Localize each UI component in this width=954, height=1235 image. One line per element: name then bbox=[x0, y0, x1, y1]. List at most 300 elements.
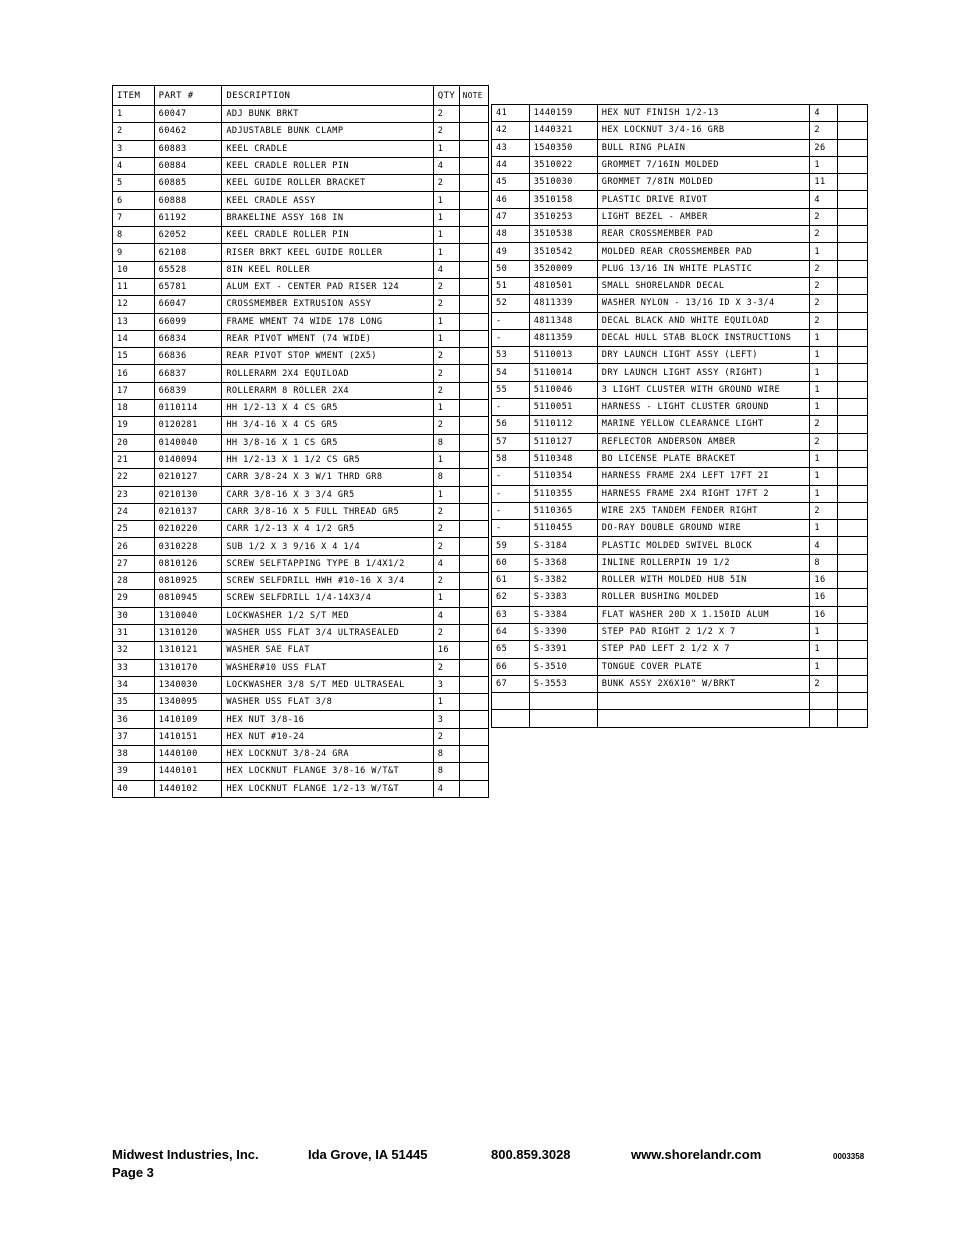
cell-part: 66839 bbox=[154, 382, 222, 399]
cell-note bbox=[459, 278, 488, 295]
cell-item: 26 bbox=[113, 538, 155, 555]
cell-qty: 1 bbox=[810, 381, 837, 398]
cell-part bbox=[529, 710, 597, 727]
cell-part: 1310120 bbox=[154, 624, 222, 641]
cell-part: S-3391 bbox=[529, 641, 597, 658]
parts-table-right-body bbox=[492, 105, 868, 728]
cell-qty: 2 bbox=[433, 503, 459, 520]
cell-description: HARNESS FRAME 2X4 LEFT 17FT 2I bbox=[597, 468, 810, 485]
table-row bbox=[113, 209, 489, 226]
cell-part: 1310170 bbox=[154, 659, 222, 676]
cell-part: 1310121 bbox=[154, 642, 222, 659]
cell-qty: 16 bbox=[810, 589, 837, 606]
cell-part: 3510542 bbox=[529, 243, 597, 260]
cell-description: ROLLERARM 8 ROLLER 2X4 bbox=[222, 382, 433, 399]
cell-item: 3 bbox=[113, 140, 155, 157]
cell-description: REAR CROSSMEMBER PAD bbox=[597, 226, 810, 243]
cell-description: CARR 3/8-16 X 5 FULL THREAD GR5 bbox=[222, 503, 433, 520]
cell-item: 36 bbox=[113, 711, 155, 728]
footer-city: Ida Grove, IA 51445 bbox=[308, 1147, 428, 1162]
cell-part: 3510538 bbox=[529, 226, 597, 243]
cell-part bbox=[529, 693, 597, 710]
cell-description: INLINE ROLLERPIN 19 1/2 bbox=[597, 554, 810, 571]
cell-qty: 16 bbox=[810, 572, 837, 589]
table-row bbox=[113, 624, 489, 641]
table-row bbox=[492, 226, 868, 243]
table-row bbox=[492, 156, 868, 173]
cell-description: DECAL HULL STAB BLOCK INSTRUCTIONS bbox=[597, 329, 810, 346]
cell-part: 65528 bbox=[154, 261, 222, 278]
cell-description: WIRE 2X5 TANDEM FENDER RIGHT bbox=[597, 502, 810, 519]
cell-item: 67 bbox=[492, 675, 530, 692]
cell-description: BRAKELINE ASSY 168 IN bbox=[222, 209, 433, 226]
cell-qty: 16 bbox=[810, 606, 837, 623]
cell-item: 48 bbox=[492, 226, 530, 243]
cell-note bbox=[837, 208, 867, 225]
cell-note bbox=[459, 538, 488, 555]
cell-item: 62 bbox=[492, 589, 530, 606]
table-row bbox=[492, 416, 868, 433]
cell-part: 0210130 bbox=[154, 486, 222, 503]
cell-description: SUB 1/2 X 3 9/16 X 4 1/4 bbox=[222, 538, 433, 555]
cell-qty: 2 bbox=[433, 521, 459, 538]
cell-part: 61192 bbox=[154, 209, 222, 226]
cell-qty: 4 bbox=[810, 191, 837, 208]
cell-item: 8 bbox=[113, 227, 155, 244]
table-row bbox=[492, 450, 868, 467]
cell-note bbox=[837, 191, 867, 208]
cell-item: 47 bbox=[492, 208, 530, 225]
cell-description: RISER BRKT KEEL GUIDE ROLLER bbox=[222, 244, 433, 261]
cell-item: 7 bbox=[113, 209, 155, 226]
cell-note bbox=[837, 156, 867, 173]
cell-note bbox=[837, 502, 867, 519]
cell-description: SCREW SELFTAPPING TYPE B 1/4X1/2 bbox=[222, 555, 433, 572]
table-row bbox=[492, 399, 868, 416]
cell-part: 1310040 bbox=[154, 607, 222, 624]
parts-table-right bbox=[491, 104, 868, 728]
cell-item: 56 bbox=[492, 416, 530, 433]
cell-note bbox=[837, 329, 867, 346]
cell-note bbox=[459, 555, 488, 572]
table-row bbox=[113, 313, 489, 330]
cell-note bbox=[459, 261, 488, 278]
cell-item: 21 bbox=[113, 451, 155, 468]
cell-part: 3510030 bbox=[529, 174, 597, 191]
table-row bbox=[113, 745, 489, 762]
footer-company: Midwest Industries, Inc. bbox=[112, 1147, 259, 1162]
cell-item: - bbox=[492, 329, 530, 346]
cell-description: HH 3/4-16 X 4 CS GR5 bbox=[222, 417, 433, 434]
cell-description: WASHER NYLON - 13/16 ID X 3-3/4 bbox=[597, 295, 810, 312]
cell-qty: 4 bbox=[433, 157, 459, 174]
cell-description: PLASTIC DRIVE RIVOT bbox=[597, 191, 810, 208]
cell-description: ROLLER BUSHING MOLDED bbox=[597, 589, 810, 606]
cell-item: 4 bbox=[113, 157, 155, 174]
table-row bbox=[113, 434, 489, 451]
cell-item: 60 bbox=[492, 554, 530, 571]
table-row bbox=[113, 486, 489, 503]
cell-description: GROMMET 7/8IN MOLDED bbox=[597, 174, 810, 191]
cell-item: 61 bbox=[492, 572, 530, 589]
cell-item: 1 bbox=[113, 106, 155, 123]
cell-note bbox=[837, 226, 867, 243]
cell-note bbox=[459, 106, 488, 123]
cell-description: KEEL GUIDE ROLLER BRACKET bbox=[222, 175, 433, 192]
table-row bbox=[113, 607, 489, 624]
table-row bbox=[492, 312, 868, 329]
cell-note bbox=[837, 537, 867, 554]
cell-description: BO LICENSE PLATE BRACKET bbox=[597, 450, 810, 467]
cell-part: 0210127 bbox=[154, 469, 222, 486]
cell-note bbox=[459, 434, 488, 451]
cell-description: LOCKWASHER 3/8 S/T MED ULTRASEAL bbox=[222, 676, 433, 693]
table-row bbox=[113, 676, 489, 693]
table-row bbox=[492, 122, 868, 139]
parts-table-left-body bbox=[113, 106, 489, 798]
cell-qty: 26 bbox=[810, 139, 837, 156]
cell-qty: 1 bbox=[433, 694, 459, 711]
cell-description: DRY LAUNCH LIGHT ASSY (RIGHT) bbox=[597, 364, 810, 381]
cell-qty: 1 bbox=[433, 400, 459, 417]
cell-description: HARNESS - LIGHT CLUSTER GROUND bbox=[597, 399, 810, 416]
table-row bbox=[492, 693, 868, 710]
cell-part: 60888 bbox=[154, 192, 222, 209]
table-row bbox=[113, 175, 489, 192]
table-row bbox=[492, 606, 868, 623]
cell-note bbox=[459, 382, 488, 399]
cell-description: CARR 3/8-24 X 3 W/1 THRD GR8 bbox=[222, 469, 433, 486]
table-row bbox=[113, 503, 489, 520]
cell-note bbox=[459, 711, 488, 728]
cell-item: - bbox=[492, 520, 530, 537]
table-row bbox=[492, 710, 868, 727]
cell-part: 0210220 bbox=[154, 521, 222, 538]
header-note: NOTE bbox=[459, 86, 488, 106]
cell-item: 27 bbox=[113, 555, 155, 572]
cell-item: 23 bbox=[113, 486, 155, 503]
cell-description: KEEL CRADLE ROLLER PIN bbox=[222, 227, 433, 244]
cell-item: 19 bbox=[113, 417, 155, 434]
cell-part: 1440159 bbox=[529, 105, 597, 122]
table-row bbox=[113, 296, 489, 313]
cell-item: - bbox=[492, 399, 530, 416]
cell-qty: 1 bbox=[810, 347, 837, 364]
cell-qty: 2 bbox=[810, 675, 837, 692]
cell-part: 66834 bbox=[154, 330, 222, 347]
cell-description: ADJ BUNK BRKT bbox=[222, 106, 433, 123]
cell-item: 49 bbox=[492, 243, 530, 260]
cell-note bbox=[459, 209, 488, 226]
cell-note bbox=[459, 400, 488, 417]
cell-item: 46 bbox=[492, 191, 530, 208]
cell-item bbox=[492, 710, 530, 727]
table-row bbox=[492, 381, 868, 398]
cell-note bbox=[837, 468, 867, 485]
cell-part: 3510158 bbox=[529, 191, 597, 208]
cell-part: 0110114 bbox=[154, 400, 222, 417]
cell-qty: 2 bbox=[433, 123, 459, 140]
cell-part: 1340030 bbox=[154, 676, 222, 693]
table-row bbox=[492, 520, 868, 537]
table-row bbox=[492, 623, 868, 640]
cell-item: 16 bbox=[113, 365, 155, 382]
header-item: ITEM bbox=[113, 86, 155, 106]
cell-qty: 8 bbox=[810, 554, 837, 571]
cell-item: 50 bbox=[492, 260, 530, 277]
cell-description: PLASTIC MOLDED SWIVEL BLOCK bbox=[597, 537, 810, 554]
cell-item: 65 bbox=[492, 641, 530, 658]
cell-note bbox=[837, 312, 867, 329]
cell-item: 12 bbox=[113, 296, 155, 313]
cell-qty: 2 bbox=[433, 382, 459, 399]
cell-qty: 1 bbox=[433, 227, 459, 244]
cell-description bbox=[597, 693, 810, 710]
cell-description: ALUM EXT - CENTER PAD RISER 124 bbox=[222, 278, 433, 295]
cell-qty: 2 bbox=[810, 312, 837, 329]
cell-part: S-3553 bbox=[529, 675, 597, 692]
cell-note bbox=[837, 174, 867, 191]
cell-part: 1410151 bbox=[154, 728, 222, 745]
cell-note bbox=[837, 139, 867, 156]
cell-qty: 1 bbox=[810, 468, 837, 485]
cell-note bbox=[459, 486, 488, 503]
cell-qty: 2 bbox=[810, 502, 837, 519]
table-row bbox=[492, 364, 868, 381]
table-row bbox=[113, 106, 489, 123]
cell-part: 66099 bbox=[154, 313, 222, 330]
cell-part: 5110355 bbox=[529, 485, 597, 502]
cell-part: 0140040 bbox=[154, 434, 222, 451]
cell-note bbox=[837, 710, 867, 727]
cell-description: 8IN KEEL ROLLER bbox=[222, 261, 433, 278]
table-row bbox=[113, 192, 489, 209]
cell-item: 29 bbox=[113, 590, 155, 607]
cell-qty: 2 bbox=[810, 433, 837, 450]
cell-part: 5110013 bbox=[529, 347, 597, 364]
cell-qty: 4 bbox=[433, 780, 459, 797]
table-row bbox=[492, 243, 868, 260]
cell-description: DRY LAUNCH LIGHT ASSY (LEFT) bbox=[597, 347, 810, 364]
cell-part: 60462 bbox=[154, 123, 222, 140]
cell-qty: 2 bbox=[433, 296, 459, 313]
cell-item: 14 bbox=[113, 330, 155, 347]
cell-note bbox=[837, 485, 867, 502]
table-row bbox=[113, 330, 489, 347]
cell-qty: 2 bbox=[433, 175, 459, 192]
cell-description: WASHER#10 USS FLAT bbox=[222, 659, 433, 676]
cell-part: S-3384 bbox=[529, 606, 597, 623]
cell-part: 60885 bbox=[154, 175, 222, 192]
cell-qty: 1 bbox=[433, 192, 459, 209]
cell-qty: 2 bbox=[810, 122, 837, 139]
table-row bbox=[492, 537, 868, 554]
table-row bbox=[492, 191, 868, 208]
cell-part: 65781 bbox=[154, 278, 222, 295]
cell-part: 60047 bbox=[154, 106, 222, 123]
cell-qty: 1 bbox=[810, 243, 837, 260]
table-row bbox=[492, 502, 868, 519]
cell-note bbox=[459, 573, 488, 590]
cell-part: 4811359 bbox=[529, 329, 597, 346]
cell-qty: 1 bbox=[810, 658, 837, 675]
cell-part: 66836 bbox=[154, 348, 222, 365]
cell-item: 15 bbox=[113, 348, 155, 365]
cell-qty: 1 bbox=[810, 450, 837, 467]
cell-qty bbox=[810, 693, 837, 710]
cell-qty: 2 bbox=[433, 659, 459, 676]
cell-item: 25 bbox=[113, 521, 155, 538]
cell-item: 44 bbox=[492, 156, 530, 173]
cell-description: BUNK ASSY 2X6X10" W/BRKT bbox=[597, 675, 810, 692]
cell-description: HH 3/8-16 X 1 CS GR5 bbox=[222, 434, 433, 451]
cell-item: 37 bbox=[113, 728, 155, 745]
cell-qty: 4 bbox=[810, 537, 837, 554]
cell-qty: 2 bbox=[810, 208, 837, 225]
cell-qty: 4 bbox=[810, 105, 837, 122]
table-row bbox=[113, 555, 489, 572]
cell-note bbox=[837, 693, 867, 710]
cell-note bbox=[837, 295, 867, 312]
cell-item: 34 bbox=[113, 676, 155, 693]
cell-description: ADJUSTABLE BUNK CLAMP bbox=[222, 123, 433, 140]
cell-item: 57 bbox=[492, 433, 530, 450]
cell-item bbox=[492, 693, 530, 710]
table-row bbox=[492, 589, 868, 606]
cell-qty: 8 bbox=[433, 469, 459, 486]
cell-part: S-3383 bbox=[529, 589, 597, 606]
cell-item: 20 bbox=[113, 434, 155, 451]
table-row bbox=[113, 417, 489, 434]
table-row bbox=[492, 105, 868, 122]
cell-note bbox=[459, 659, 488, 676]
cell-item: - bbox=[492, 468, 530, 485]
cell-note bbox=[459, 348, 488, 365]
cell-item: 5 bbox=[113, 175, 155, 192]
cell-note bbox=[459, 503, 488, 520]
cell-note bbox=[837, 433, 867, 450]
cell-item: 63 bbox=[492, 606, 530, 623]
cell-description: FLAT WASHER 20D X 1.150ID ALUM bbox=[597, 606, 810, 623]
footer-doc-code: 0003358 bbox=[833, 1152, 865, 1161]
cell-description: REAR PIVOT STOP WMENT (2X5) bbox=[222, 348, 433, 365]
cell-note bbox=[837, 589, 867, 606]
cell-part: 0140094 bbox=[154, 451, 222, 468]
cell-item: 54 bbox=[492, 364, 530, 381]
cell-description: HEX LOCKNUT 3/8-24 GRA bbox=[222, 745, 433, 762]
footer-website: www.shorelandr.com bbox=[631, 1147, 762, 1162]
cell-qty: 1 bbox=[810, 399, 837, 416]
cell-item: 55 bbox=[492, 381, 530, 398]
cell-qty: 1 bbox=[810, 485, 837, 502]
table-row bbox=[113, 469, 489, 486]
cell-note bbox=[837, 572, 867, 589]
cell-qty: 1 bbox=[433, 590, 459, 607]
cell-part: 5110354 bbox=[529, 468, 597, 485]
table-header-row bbox=[113, 86, 489, 106]
cell-item: 24 bbox=[113, 503, 155, 520]
cell-qty: 1 bbox=[433, 313, 459, 330]
cell-part: 62052 bbox=[154, 227, 222, 244]
cell-description: ROLLER WITH MOLDED HUB 5IN bbox=[597, 572, 810, 589]
cell-note bbox=[459, 624, 488, 641]
cell-description: REFLECTOR ANDERSON AMBER bbox=[597, 433, 810, 450]
table-row bbox=[113, 348, 489, 365]
footer-phone: 800.859.3028 bbox=[491, 1147, 571, 1162]
table-row bbox=[492, 675, 868, 692]
cell-note bbox=[837, 243, 867, 260]
table-row bbox=[492, 139, 868, 156]
cell-part: 5110365 bbox=[529, 502, 597, 519]
cell-description: DECAL BLACK AND WHITE EQUILOAD bbox=[597, 312, 810, 329]
cell-note bbox=[459, 296, 488, 313]
table-row bbox=[113, 244, 489, 261]
cell-qty: 1 bbox=[810, 623, 837, 640]
cell-part: 66047 bbox=[154, 296, 222, 313]
cell-item: 38 bbox=[113, 745, 155, 762]
cell-part: 1440101 bbox=[154, 763, 222, 780]
cell-qty: 1 bbox=[433, 486, 459, 503]
cell-part: 0810126 bbox=[154, 555, 222, 572]
cell-note bbox=[837, 520, 867, 537]
cell-qty: 2 bbox=[433, 106, 459, 123]
cell-qty: 1 bbox=[433, 140, 459, 157]
header-part: PART # bbox=[154, 86, 222, 106]
table-row bbox=[492, 485, 868, 502]
cell-item: 66 bbox=[492, 658, 530, 675]
table-row bbox=[492, 554, 868, 571]
table-row bbox=[113, 227, 489, 244]
cell-item: 31 bbox=[113, 624, 155, 641]
cell-note bbox=[459, 469, 488, 486]
cell-description: HH 1/2-13 X 4 CS GR5 bbox=[222, 400, 433, 417]
cell-part: 0810945 bbox=[154, 590, 222, 607]
cell-part: S-3184 bbox=[529, 537, 597, 554]
cell-note bbox=[837, 122, 867, 139]
cell-part: 5110112 bbox=[529, 416, 597, 433]
cell-item: 35 bbox=[113, 694, 155, 711]
cell-item: - bbox=[492, 502, 530, 519]
cell-note bbox=[459, 607, 488, 624]
cell-description: FRAME WMENT 74 WIDE 178 LONG bbox=[222, 313, 433, 330]
cell-qty: 2 bbox=[433, 365, 459, 382]
table-row bbox=[113, 573, 489, 590]
cell-description: HEX LOCKNUT 3/4-16 GRB bbox=[597, 122, 810, 139]
cell-part: S-3382 bbox=[529, 572, 597, 589]
cell-note bbox=[459, 642, 488, 659]
table-row bbox=[492, 658, 868, 675]
cell-part: 4811348 bbox=[529, 312, 597, 329]
cell-qty: 2 bbox=[810, 226, 837, 243]
cell-qty: 1 bbox=[810, 156, 837, 173]
cell-item: 11 bbox=[113, 278, 155, 295]
cell-part: 5110051 bbox=[529, 399, 597, 416]
cell-qty: 8 bbox=[433, 763, 459, 780]
table-row bbox=[113, 157, 489, 174]
cell-qty: 2 bbox=[810, 416, 837, 433]
cell-description: CROSSMEMBER EXTRUSION ASSY bbox=[222, 296, 433, 313]
table-row bbox=[113, 123, 489, 140]
table-row bbox=[492, 468, 868, 485]
cell-qty: 16 bbox=[433, 642, 459, 659]
cell-note bbox=[837, 623, 867, 640]
cell-description: CARR 3/8-16 X 3 3/4 GR5 bbox=[222, 486, 433, 503]
cell-note bbox=[459, 745, 488, 762]
cell-qty: 2 bbox=[433, 573, 459, 590]
table-row bbox=[113, 261, 489, 278]
header-qty: QTY bbox=[433, 86, 459, 106]
cell-item: 53 bbox=[492, 347, 530, 364]
